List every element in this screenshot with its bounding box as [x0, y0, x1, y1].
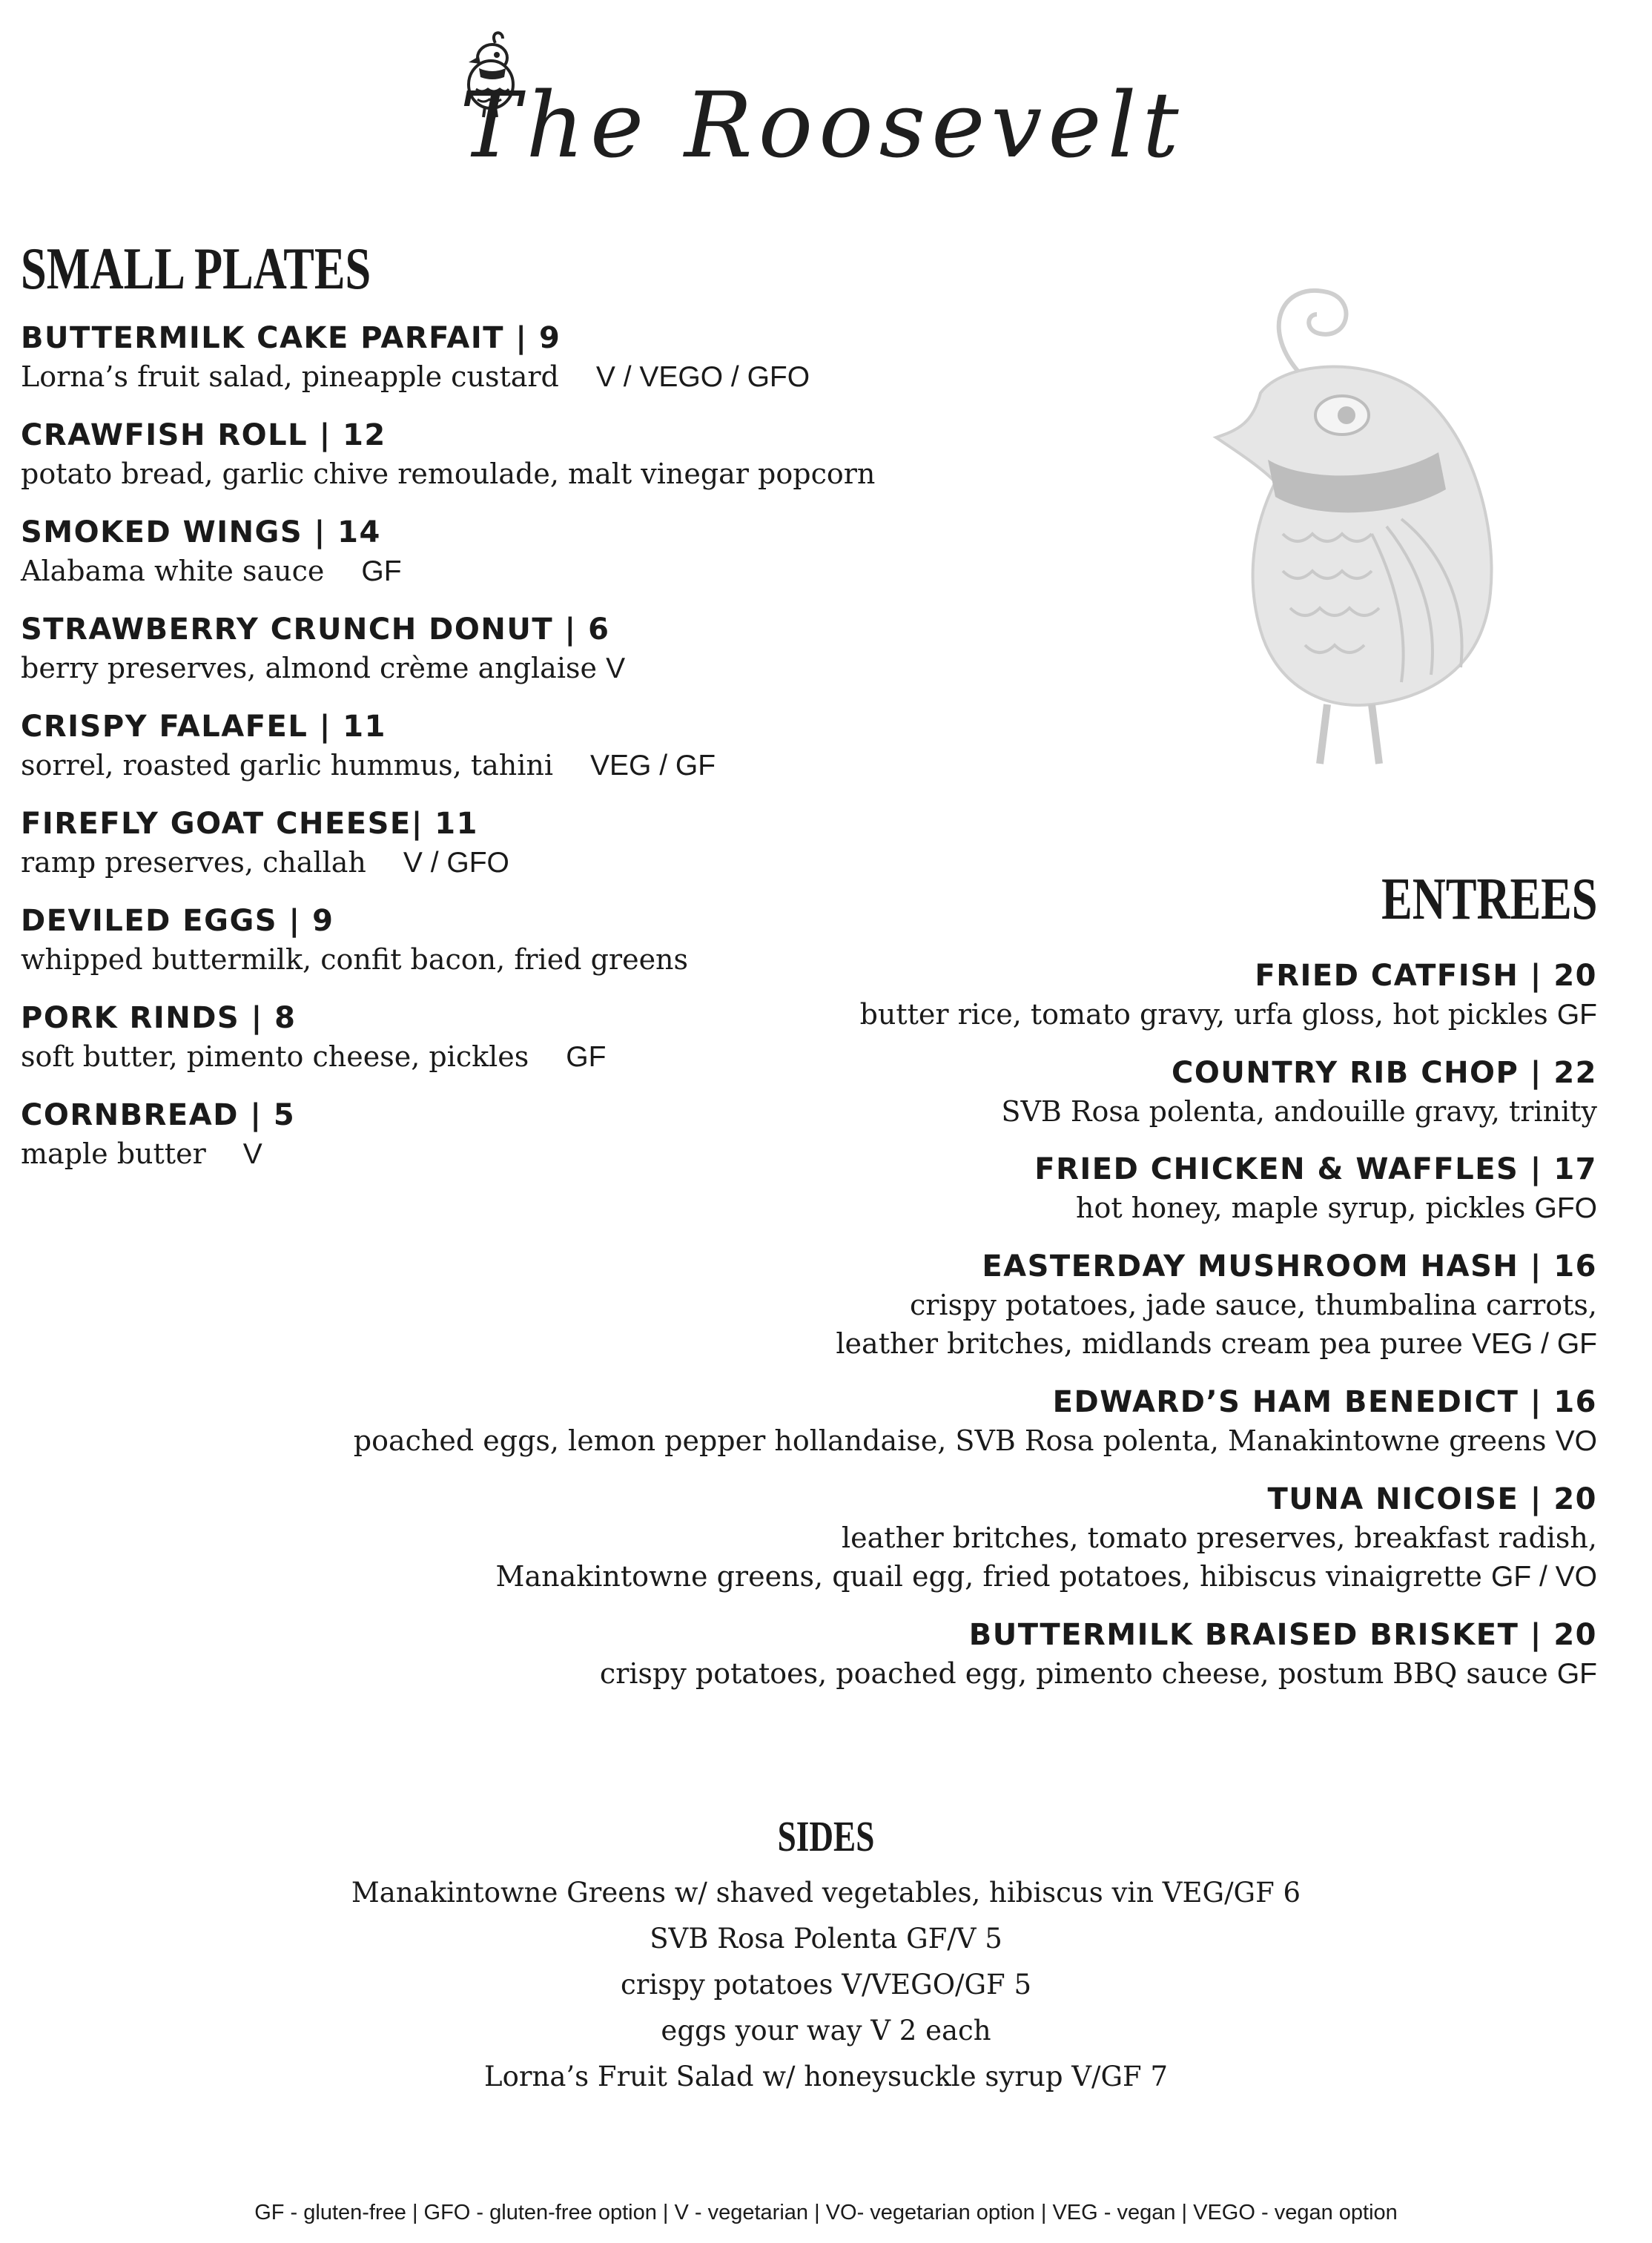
dish-description: [21, 455, 896, 493]
dish-name: CRISPY FALAFEL | 11: [21, 710, 386, 744]
dietary-tags: V: [242, 1138, 262, 1170]
dish-name: STRAWBERRY CRUNCH DONUT | 6: [21, 612, 610, 647]
dish-name: PORK RINDS | 8: [21, 1001, 297, 1035]
menu-item: [262, 1616, 1597, 1694]
dish-ingredients: soft butter, pimento cheese, pickles: [21, 1040, 529, 1073]
small-plates-title: SMALL PLATES: [21, 237, 371, 302]
dish-ingredients: berry preserves, almond crème anglaise: [21, 652, 597, 684]
dish-name: BUTTERMILK BRAISED BRISKET | 20: [968, 1618, 1597, 1652]
side-item: eggs your way V 2 each: [661, 2015, 991, 2047]
dietary-legend: GF - gluten-free | GFO - gluten-free option | V - vegetarian | VO- vegetarian option | VEG - vegan | VEGO - vegan option: [254, 2201, 1398, 2224]
dietary-tags: GFO: [1534, 1192, 1597, 1224]
menu-item: [21, 707, 896, 805]
menu-item: [21, 416, 896, 513]
dish-name: DEVILED EGGS | 9: [21, 904, 334, 938]
dish-ingredients: whipped buttermilk, confit bacon, fried greens: [21, 943, 689, 976]
dish-name: FRIED CATFISH | 20: [1255, 959, 1597, 993]
dish-description: [21, 843, 896, 882]
restaurant-logo: [460, 30, 1185, 178]
dietary-tags: GF: [361, 555, 402, 587]
dietary-tags: GF: [566, 1041, 607, 1073]
dish-ingredients: leather britches, midlands cream pea puree: [836, 1327, 1463, 1360]
dish-description: [262, 995, 1597, 1034]
dish-ingredients: Lorna’s fruit salad, pineapple custard: [21, 360, 559, 393]
dietary-tags: VO: [1555, 1425, 1597, 1457]
dietary-tags: V / GFO: [403, 847, 509, 879]
dish-name: EASTERDAY MUSHROOM HASH | 16: [982, 1249, 1597, 1284]
dish-ingredients: butter rice, tomato gravy, urfa gloss, hot pickles: [859, 998, 1548, 1031]
dish-description: crispy potatoes, jade sauce, thumbalina carrots,: [909, 1289, 1597, 1321]
dish-ingredients: crispy potatoes, poached egg, pimento cheese, postum BBQ sauce: [599, 1657, 1548, 1690]
entrees-list: [262, 957, 1597, 1713]
side-item: Lorna’s Fruit Salad w/ honeysuckle syrup V/GF 7: [484, 2061, 1168, 2092]
dish-ingredients: sorrel, roasted garlic hummus, tahini: [21, 749, 554, 782]
dish-description: [21, 649, 896, 688]
dish-description: [262, 1421, 1597, 1461]
dietary-tags: VEG / GF: [590, 750, 716, 782]
dish-description: leather britches, tomato preserves, breakfast radish,: [842, 1522, 1597, 1554]
dish-name: BUTTERMILK CAKE PARFAIT | 9: [21, 321, 561, 355]
menu-item: [262, 1480, 1597, 1596]
dish-name: TUNA NICOISE | 20: [1267, 1482, 1597, 1516]
dietary-tags: V: [606, 653, 626, 684]
entrees-title: ENTREES: [1381, 867, 1597, 932]
dietary-tags: V / VEGO / GFO: [595, 361, 810, 393]
dish-description: [21, 552, 896, 591]
menu-item: [262, 1247, 1597, 1364]
dish-name: FIREFLY GOAT CHEESE| 11: [21, 807, 478, 841]
sides-title: SIDES: [777, 1812, 875, 1860]
dish-ingredients: ramp preserves, challah: [21, 846, 366, 879]
dish-description: [21, 357, 896, 397]
dish-name: COUNTRY RIB CHOP | 22: [1172, 1056, 1597, 1090]
logo-wordmark: The Roosevelt: [460, 73, 1185, 178]
menu-item: [262, 1150, 1597, 1228]
menu-item: [21, 319, 896, 416]
menu-item: [21, 610, 896, 707]
dish-description: [262, 1189, 1597, 1228]
dietary-tags: GF: [1556, 1658, 1597, 1690]
side-item: Manakintowne Greens w/ shaved vegetables, hibiscus vin VEG/GF 6: [351, 1877, 1301, 1909]
menu-item: [262, 1054, 1597, 1131]
dish-ingredients: maple butter: [21, 1137, 206, 1170]
dish-ingredients: poached eggs, lemon pepper hollandaise, SVB Rosa polenta, Manakintowne greens: [353, 1424, 1547, 1457]
dish-description: [262, 1092, 1597, 1131]
dish-ingredients: Alabama white sauce: [21, 555, 325, 587]
side-item: crispy potatoes V/VEGO/GF 5: [620, 1969, 1032, 2001]
menu-item: [262, 1383, 1597, 1461]
dish-description: [21, 746, 896, 785]
dish-name: CRAWFISH ROLL | 12: [21, 418, 386, 452]
menu-item: [21, 513, 896, 610]
dish-ingredients: potato bread, garlic chive remoulade, malt vinegar popcorn: [21, 457, 876, 490]
dish-name: CORNBREAD | 5: [21, 1098, 296, 1132]
dish-name: FRIED CHICKEN & WAFFLES | 17: [1034, 1152, 1597, 1186]
dish-ingredients: hot honey, maple syrup, pickles: [1076, 1192, 1526, 1224]
dish-name: EDWARD’S HAM BENEDICT | 16: [1052, 1385, 1597, 1419]
menu-item: [21, 805, 896, 902]
dish-name: SMOKED WINGS | 14: [21, 515, 381, 549]
dietary-tags: GF / VO: [1490, 1561, 1597, 1593]
dietary-tags: GF: [1556, 999, 1597, 1031]
dish-description: [262, 1557, 1597, 1596]
menu-item: [262, 957, 1597, 1034]
side-item: SVB Rosa Polenta GF/V 5: [650, 1923, 1002, 1955]
sides-list: [0, 1870, 1652, 2100]
dish-description: [262, 1324, 1597, 1364]
dish-ingredients: SVB Rosa polenta, andouille gravy, trinity: [1001, 1095, 1597, 1128]
dietary-tags: VEG / GF: [1471, 1328, 1597, 1360]
dish-description: [262, 1654, 1597, 1694]
dish-ingredients: Manakintowne greens, quail egg, fried potatoes, hibiscus vinaigrette: [495, 1560, 1482, 1593]
quail-illustration-icon: [1172, 282, 1527, 771]
